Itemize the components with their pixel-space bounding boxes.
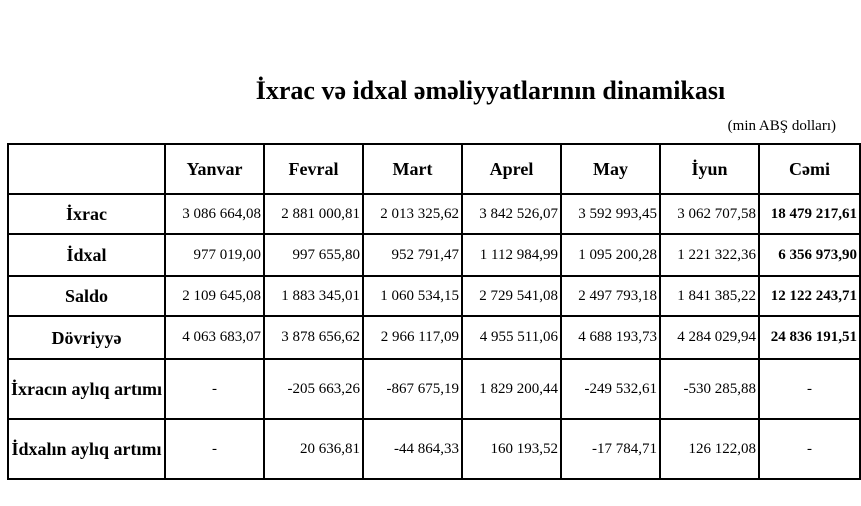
table-cell: 2 497 793,18 [561,276,660,316]
table-cell: 3 592 993,45 [561,194,660,234]
table-row [8,419,860,479]
table-cell: 997 655,80 [264,234,363,276]
table-cell: 1 841 385,22 [660,276,759,316]
table-cell: 4 284 029,94 [660,316,759,359]
table-cell: 160 193,52 [462,419,561,479]
table-cell: -530 285,88 [660,359,759,419]
table-cell: 1 112 984,99 [462,234,561,276]
table-cell: -17 784,71 [561,419,660,479]
column-header: Mart [363,144,462,194]
total-cell: - [759,359,860,419]
table-row [8,276,860,316]
row-header: İdxal [8,234,165,276]
column-header: Yanvar [165,144,264,194]
row-header: İdxalın aylıq artımı [8,419,165,479]
data-table [7,143,861,480]
table-cell: 1 060 534,15 [363,276,462,316]
column-header: Aprel [462,144,561,194]
table-cell: 1 883 345,01 [264,276,363,316]
table-cell: 2 109 645,08 [165,276,264,316]
table-cell: -44 864,33 [363,419,462,479]
table-cell: -867 675,19 [363,359,462,419]
column-header: Cəmi [759,144,860,194]
table-row [8,234,860,276]
column-header: Fevral [264,144,363,194]
table-cell: 2 013 325,62 [363,194,462,234]
column-header: May [561,144,660,194]
table-cell: 4 688 193,73 [561,316,660,359]
row-header: İxracın aylıq artımı [8,359,165,419]
table-cell: -249 532,61 [561,359,660,419]
header-row [8,144,860,194]
table-row [8,194,860,234]
total-cell: - [759,419,860,479]
unit-note: (min ABŞ dolları) [727,118,836,134]
table-cell: - [165,359,264,419]
table-cell: 20 636,81 [264,419,363,479]
row-header: Saldo [8,276,165,316]
table-cell: 3 086 664,08 [165,194,264,234]
total-cell: 18 479 217,61 [759,194,860,234]
table-cell: 2 966 117,09 [363,316,462,359]
table-cell: 952 791,47 [363,234,462,276]
page-title: İxrac və idxal əməliyyatlarının dinamikası [255,76,726,105]
table-cell: 977 019,00 [165,234,264,276]
table-cell: 2 881 000,81 [264,194,363,234]
table-cell: 3 062 707,58 [660,194,759,234]
table-row [8,359,860,419]
row-header: İxrac [8,194,165,234]
total-cell: 12 122 243,71 [759,276,860,316]
table-cell: 2 729 541,08 [462,276,561,316]
table-cell: 4 955 511,06 [462,316,561,359]
table-cell: 1 829 200,44 [462,359,561,419]
table-cell: 1 095 200,28 [561,234,660,276]
table-cell: -205 663,26 [264,359,363,419]
total-cell: 24 836 191,51 [759,316,860,359]
column-header: İyun [660,144,759,194]
table-cell: - [165,419,264,479]
table-row [8,316,860,359]
table-cell: 4 063 683,07 [165,316,264,359]
table-cell: 3 878 656,62 [264,316,363,359]
corner-cell [8,144,165,194]
table-cell: 1 221 322,36 [660,234,759,276]
table-cell: 126 122,08 [660,419,759,479]
row-header: Dövriyyə [8,316,165,359]
total-cell: 6 356 973,90 [759,234,860,276]
table-cell: 3 842 526,07 [462,194,561,234]
